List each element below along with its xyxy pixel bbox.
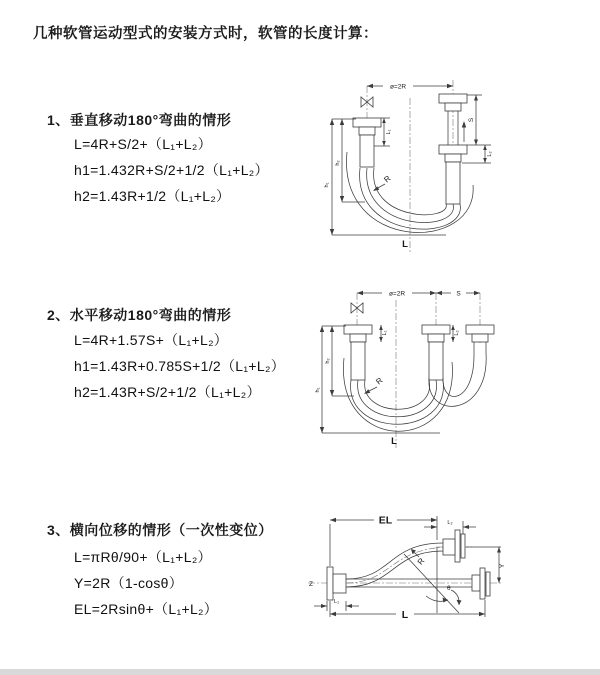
diagram-vertical-180-bend — [305, 70, 600, 260]
hose-end-fitting — [439, 94, 467, 204]
angle-label: θ — [447, 585, 451, 592]
angle-radius-line — [404, 554, 459, 613]
page-bottom-edge — [0, 669, 600, 675]
section-3-heading: 3、横向位移的情形（一次性变位） — [47, 522, 273, 538]
hose-straight-position — [346, 568, 490, 599]
dim-label-l1: L₁ — [386, 129, 392, 135]
length-label: L — [391, 436, 397, 447]
section-1-heading: 1、垂直移动180°弯曲的情形 — [47, 112, 232, 128]
formula-line: EL=2Rsinθ+（L₁+L₂） — [74, 601, 219, 617]
hose-end-fitting — [466, 325, 494, 353]
dim-label-h1: h₁ — [315, 387, 321, 393]
radius-label: R — [415, 556, 427, 567]
page-title: 几种软管运动型式的安装方式时，软管的长度计算： — [33, 26, 378, 42]
dim-label-l2: L₂ — [447, 520, 453, 526]
hose-end-fitting — [422, 325, 450, 380]
formula-line: h1=1.432R+S/2+1/2（L₁+L₂） — [74, 162, 269, 178]
length-label: L — [402, 239, 408, 250]
radius-label: R — [374, 375, 385, 387]
formula-line: L=4R+S/2+（L₁+L₂） — [74, 136, 212, 152]
section-2-heading: 2、水平移动180°弯曲的情形 — [47, 307, 232, 323]
hose-end-fitting — [344, 325, 372, 380]
formula-line: h1=1.43R+0.785S+1/2（L₁+L₂） — [74, 358, 285, 374]
formula-line: h2=1.43R+1/2（L₁+L₂） — [74, 188, 231, 204]
dim-label-span: ø=2R — [388, 290, 406, 298]
dim-label-h2: h₂ — [335, 160, 341, 166]
diagram-horizontal-180-bend — [310, 283, 600, 463]
dim-label-l2: L₂ — [487, 151, 493, 157]
formula-line: L=πRθ/90+（L₁+L₂） — [74, 549, 212, 565]
dim-label-l2: L₂ — [454, 330, 460, 336]
formula-line: h2=1.43R+S/2+1/2（L₁+L₂） — [74, 384, 261, 400]
dim-label-h1: h₁ — [324, 182, 330, 188]
dim-label-h2: h₂ — [325, 358, 331, 364]
centerline-mark: Z — [309, 581, 313, 588]
hose-end-fitting — [353, 118, 381, 167]
dim-label-l1: L₁ — [382, 330, 388, 336]
dim-label-s: S — [456, 290, 461, 298]
diagram-lateral-displacement — [300, 505, 600, 675]
dim-label-l1: L₁ — [334, 599, 339, 605]
dim-label-el: EL — [378, 514, 393, 527]
dim-label-y: Y — [499, 563, 506, 569]
formula-line: Y=2R（1-cosθ） — [74, 575, 184, 591]
dim-label-s: S — [468, 117, 475, 123]
formula-line: L=4R+1.57S+（L₁+L₂） — [74, 332, 229, 348]
hose-end-fitting — [443, 530, 465, 562]
radius-label: R — [382, 173, 393, 185]
dim-label-span: ø=2R — [389, 83, 407, 91]
length-label: L — [401, 609, 409, 621]
hose-end-fitting — [327, 567, 346, 600]
